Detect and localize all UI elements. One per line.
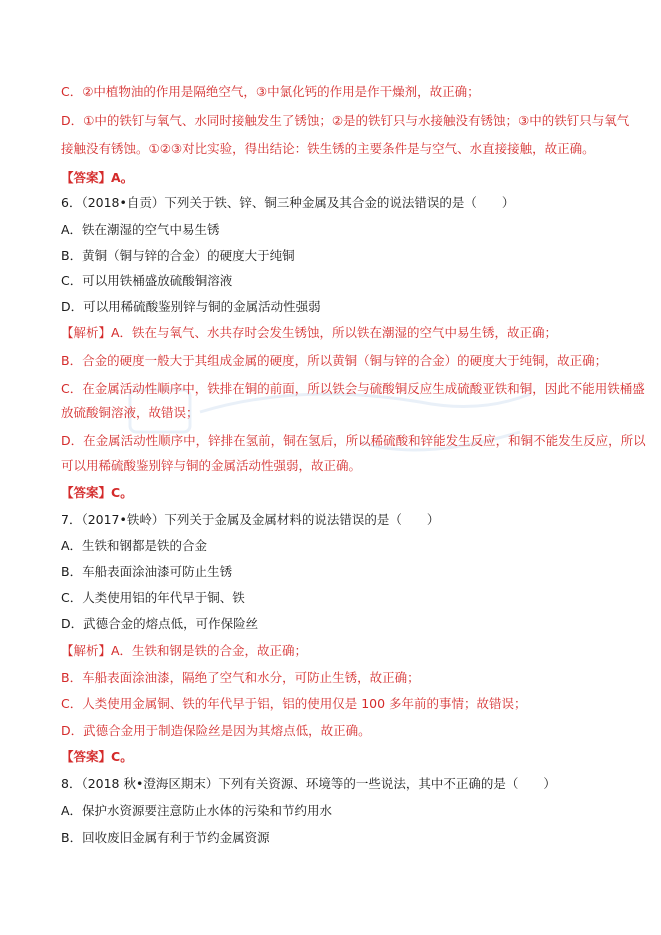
answer-value: C。 bbox=[111, 749, 133, 764]
answer-label: 【答案】 bbox=[61, 170, 112, 185]
question-6-option-b: B．黄铜（铜与锌的合金）的硬度大于纯铜 bbox=[61, 248, 295, 263]
answer-value: A。 bbox=[111, 170, 134, 185]
analysis-7-a: 【解析】A．生铁和钢是铁的合金，故正确； bbox=[61, 643, 308, 658]
line-3: 接触没有锈蚀。①②③对比实验，得出结论：铁生锈的主要条件是与空气、水直接接触，故正确。 bbox=[61, 141, 595, 156]
analysis-6-c-cont: 放硫酸铜溶液，故错误； bbox=[61, 405, 199, 420]
question-7-option-c: C．人类使用铝的年代早于铜、铁 bbox=[61, 590, 245, 605]
question-8-stem: 8．（2018 秋•澄海区期末）下列有关资源、环境等的一些说法，其中不正确的是（ ） bbox=[61, 776, 556, 791]
question-8-option-b: B．回收废旧金属有利于节约金属资源 bbox=[61, 830, 270, 845]
question-6-option-d: D．可以用稀硫酸鉴别锌与铜的金属活动性强弱 bbox=[61, 299, 321, 314]
answer-label: 【答案】 bbox=[61, 485, 112, 500]
answer-label: 【答案】 bbox=[61, 749, 112, 764]
analysis-6-d: D．在金属活动性顺序中，锌排在氢前，铜在氢后，所以稀硫酸和锌能发生反应，和铜不能发生反应，所以 bbox=[61, 433, 646, 448]
question-7-option-d: D．武德合金的熔点低，可作保险丝 bbox=[61, 616, 259, 631]
answer-line bbox=[61, 749, 133, 765]
question-6-stem: 6．（2018•自贡）下列关于铁、锌、铜三种金属及其合金的说法错误的是（ ） bbox=[61, 195, 515, 210]
analysis-6-a: 【解析】A．铁在与氧气、水共存时会发生锈蚀，所以铁在潮湿的空气中易生锈，故正确； bbox=[61, 325, 558, 340]
question-7-stem: 7．（2017•铁岭）下列关于金属及金属材料的说法错误的是（ ） bbox=[61, 512, 440, 527]
line-2: D．①中的铁钉与氧气、水同时接触发生了锈蚀；②是的铁钉只与水接触没有锈蚀；③中的铁钉只与氧气 bbox=[61, 113, 630, 128]
analysis-7-c: C．人类使用金属铜、铁的年代早于铝，铝的使用仅是 100 多年前的事情；故错误； bbox=[61, 696, 527, 711]
analysis-6-d-cont: 可以用稀硫酸鉴别锌与铜的金属活动性强弱，故正确。 bbox=[61, 458, 362, 473]
analysis-6-b: B．合金的硬度一般大于其组成金属的硬度，所以黄铜（铜与锌的合金）的硬度大于纯铜，故正确； bbox=[61, 353, 608, 368]
question-7-option-b: B．车船表面涂油漆可防止生锈 bbox=[61, 564, 233, 579]
question-6-option-a: A．铁在潮湿的空气中易生锈 bbox=[61, 222, 220, 237]
answer-line bbox=[61, 170, 133, 186]
question-6-option-c: C．可以用铁桶盛放硫酸铜溶液 bbox=[61, 273, 233, 288]
question-7-option-a: A．生铁和钢都是铁的合金 bbox=[61, 538, 208, 553]
analysis-6-c: C．在金属活动性顺序中，铁排在铜的前面，所以铁会与硫酸铜反应生成硫酸亚铁和铜，因此不能用铁桶盛 bbox=[61, 381, 645, 396]
answer-value: C。 bbox=[111, 485, 133, 500]
analysis-7-d: D．武德合金用于制造保险丝是因为其熔点低，故正确。 bbox=[61, 723, 371, 738]
analysis-7-b: B．车船表面涂油漆，隔绝了空气和水分，可防止生锈，故正确； bbox=[61, 670, 420, 685]
answer-line bbox=[61, 485, 133, 501]
question-8-option-a: A．保护水资源要注意防止水体的污染和节约用水 bbox=[61, 803, 333, 818]
line-1: C．②中植物油的作用是隔绝空气，③中氯化钙的作用是作干燥剂，故正确； bbox=[61, 84, 480, 99]
